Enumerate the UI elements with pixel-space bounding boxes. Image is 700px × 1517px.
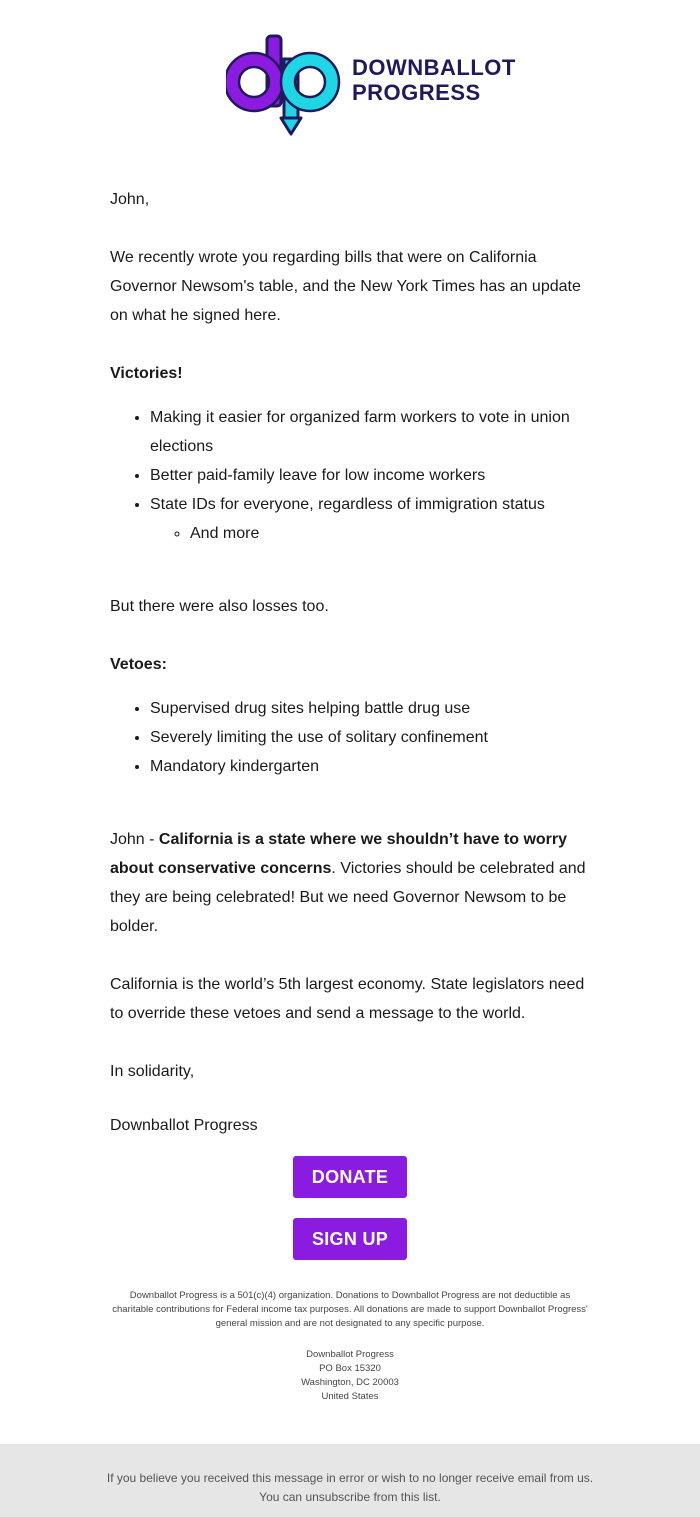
address-box: PO Box 15320 xyxy=(319,1363,381,1374)
victories-list xyxy=(110,403,592,548)
list-item: • Better paid-family leave for low income workers xyxy=(150,461,592,490)
downballot-progress-logo xyxy=(226,32,516,142)
brand-name-line1: DOWNBALLOT xyxy=(352,55,516,80)
email-body xyxy=(110,185,592,1169)
unsubscribe-link[interactable]: You can unsubscribe from this list. xyxy=(259,1490,441,1504)
list-item: • Mandatory kindergarten xyxy=(150,752,592,781)
appeal-rest: . Victories should be celebrated and they are being celebrated! But we need Governor Newsom to be bolder. xyxy=(110,860,586,935)
footer-line1: If you believe you received this message in error or wish to no longer receive email from us. xyxy=(106,1471,594,1485)
closing: In solidarity, xyxy=(110,1063,195,1080)
brand-name-line2: PROGRESS xyxy=(352,80,481,105)
address-org: Downballot Progress xyxy=(306,1349,394,1360)
losses-paragraph: But there were also losses too. xyxy=(110,598,329,615)
list-item: • Making it easier for organized farm workers to vote in union elections xyxy=(150,403,592,461)
economy-paragraph: California is the world’s 5th largest economy. State legislators need to override these vetoes and send a message to the world. xyxy=(110,976,585,1022)
dp-logo-icon xyxy=(226,32,346,142)
signature: Downballot Progress xyxy=(110,1117,258,1134)
unsubscribe-footer xyxy=(0,1444,700,1517)
legal-disclaimer: Downballot Progress is a 501(c)(4) organization. Donations to Downballot Progress are not deductible as charitable contributions for Federal income tax purposes. All donations are made to support Downballot Progress' general mission and are not designated to any specific purpose. xyxy=(112,1290,588,1329)
vetoes-list xyxy=(110,694,592,781)
salutation: John, xyxy=(110,191,150,208)
brand-name xyxy=(352,55,516,105)
address-country: United States xyxy=(321,1391,379,1402)
appeal-bold: California is a state where we shouldn’t have to worry about conservative concerns xyxy=(110,831,568,877)
intro-paragraph: We recently wrote you regarding bills that were on California Governor Newsom's table, and the New York Times has an update on what he signed here. xyxy=(110,249,581,324)
list-item: ◦ And more xyxy=(190,519,592,548)
appeal-prefix: John - xyxy=(110,831,159,848)
list-item-text: State IDs for everyone, regardless of immigration status xyxy=(150,496,545,513)
list-item: • Supervised drug sites helping battle drug use xyxy=(150,694,592,723)
appeal-paragraph xyxy=(110,825,592,941)
victories-sublist xyxy=(150,519,592,548)
vetoes-heading: Vetoes: xyxy=(110,656,167,673)
list-item xyxy=(150,490,592,548)
address-city: Washington, DC 20003 xyxy=(301,1377,399,1388)
victories-heading: Victories! xyxy=(110,365,183,382)
list-item: • Severely limiting the use of solitary confinement xyxy=(150,723,592,752)
donate-button[interactable]: DONATE xyxy=(293,1156,407,1198)
sign-up-button[interactable]: SIGN UP xyxy=(293,1218,407,1260)
mailing-address xyxy=(110,1348,590,1404)
